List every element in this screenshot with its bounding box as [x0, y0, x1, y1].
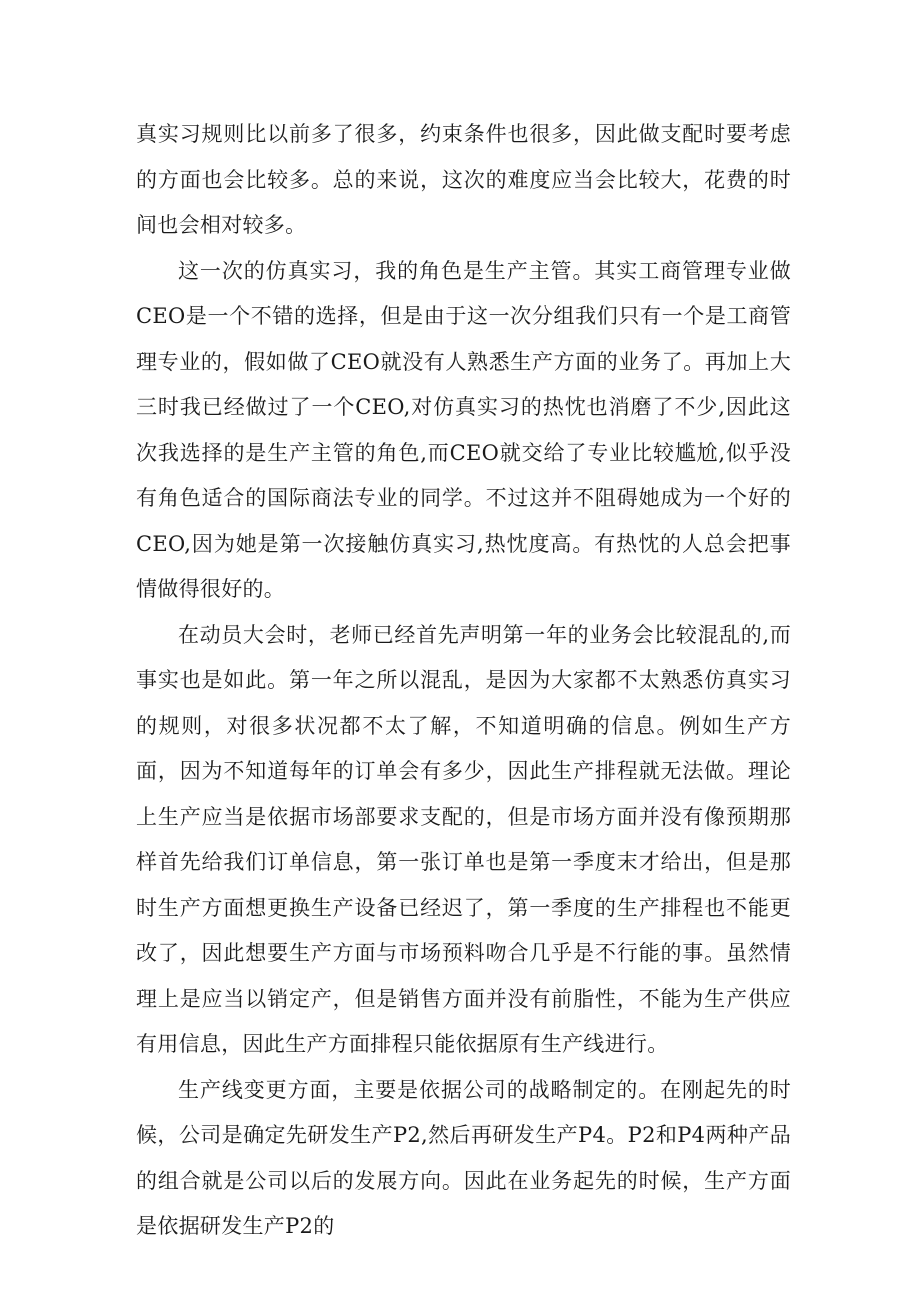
- paragraph-production-line: 生产线变更方面，主要是依据公司的战略制定的。在刚起先的时候，公司是确定先研发生产P2,然后再研发生产P4。P2和P4两种产品的组合就是公司以后的发展方向。因此在业务起先的时候，生产方面是依据研发生产P2的: [136, 1077, 791, 1238]
- paragraph-role: 这一次的仿真实习，我的角色是生产主管。其实工商管理专业做CEO是一个不错的选择，但是由于这一次分组我们只有一个是工商管理专业的，假如做了CEO就没有人熟悉生产方面的业务了。再加上大三时我已经做过了一个CEO,对仿真实习的热忱也消磨了不少,因此这次我选择的是生产主管的角色,而CEO就交给了专业比较尴尬,似乎没有角色适合的国际商法专业的同学。不过这并不阻碍她成为一个好的CEO,因为她是第一次接触仿真实习,热忱度高。有热忱的人总会把事情做得很好的。: [136, 258, 791, 601]
- paragraph-continuation: 真实习规则比以前多了很多，约束条件也很多，因此做支配时要考虑的方面也会比较多。总的来说，这次的难度应当会比较大，花费的时间也会相对较多。: [136, 122, 791, 237]
- paragraph-first-year: 在动员大会时，老师已经首先声明第一年的业务会比较混乱的,而事实也是如此。第一年之所以混乱，是因为大家都不太熟悉仿真实习的规则，对很多状况都不太了解，不知道明确的信息。例如生产方面，因为不知道每年的订单会有多少，因此生产排程就无法做。理论上生产应当是依据市场部要求支配的，但是市场方面并没有像预期那样首先给我们订单信息，第一张订单也是第一季度末才给出，但是那时生产方面想更换生产设备已经迟了，第一季度的生产排程也不能更改了，因此想要生产方面与市场预料吻合几乎是不行能的事。虽然情理上是应当以销定产，但是销售方面并没有前脂性，不能为生产供应有用信息，因此生产方面排程只能依据原有生产线进行。: [136, 622, 791, 1056]
- document-body: [136, 112, 791, 1250]
